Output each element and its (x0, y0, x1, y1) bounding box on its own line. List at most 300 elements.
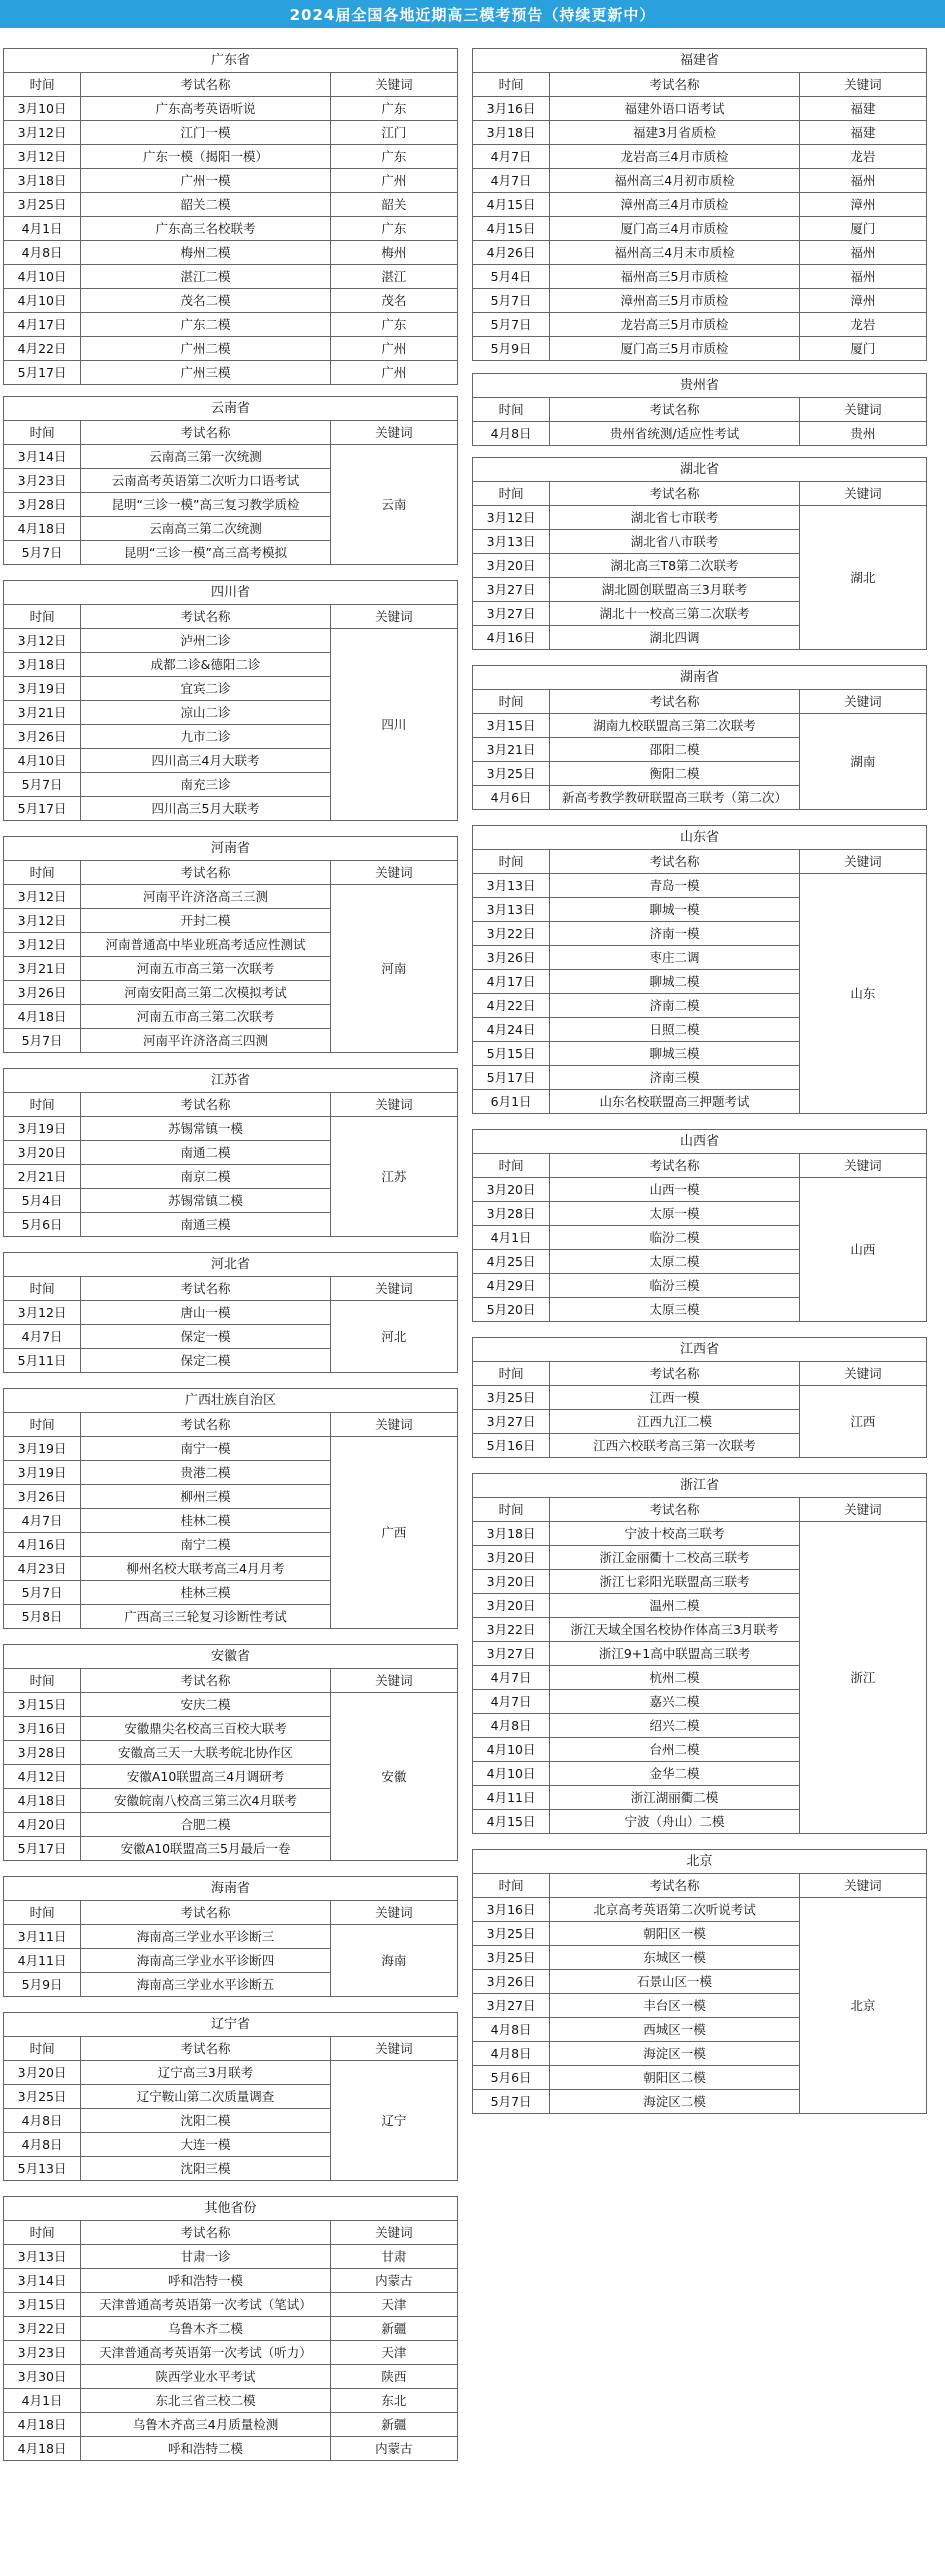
exam-name: 河南平许济洛高三四测 (81, 1029, 331, 1053)
exam-name: 云南高三第二次统测 (81, 517, 331, 541)
exam-name: 临汾三模 (550, 1274, 800, 1298)
province-name: 海南省 (4, 1877, 458, 1901)
exam-name: 浙江七彩阳光联盟高三联考 (550, 1570, 800, 1594)
exam-keyword: 梅州 (330, 241, 457, 265)
province-table (3, 836, 458, 1053)
exam-name: 浙江湖丽衢二模 (550, 1786, 800, 1810)
exam-name: 广西高三三轮复习诊断性考试 (81, 1605, 331, 1629)
header-time: 时间 (473, 398, 550, 422)
province-table (3, 1388, 458, 1629)
exam-keyword: 福州 (799, 265, 926, 289)
table-row (4, 121, 458, 145)
exam-date: 3月27日 (473, 578, 550, 602)
header-name: 考试名称 (81, 421, 331, 445)
exam-date: 3月12日 (4, 121, 81, 145)
exam-keyword: 四川 (330, 629, 457, 821)
exam-keyword: 山东 (799, 874, 926, 1114)
exam-date: 5月17日 (473, 1066, 550, 1090)
table-row (473, 121, 927, 145)
exam-keyword: 湛江 (330, 265, 457, 289)
exam-date: 4月1日 (4, 217, 81, 241)
table-row (4, 2413, 458, 2437)
exam-name: 韶关二模 (81, 193, 331, 217)
table-row (4, 2245, 458, 2269)
exam-name: 温州二模 (550, 1594, 800, 1618)
exam-keyword: 广西 (330, 1437, 457, 1629)
header-name: 考试名称 (550, 1362, 800, 1386)
exam-name: 济南一模 (550, 922, 800, 946)
left-column (3, 48, 458, 2461)
exam-keyword: 江西 (799, 1386, 926, 1458)
exam-name: 福建外语口语考试 (550, 97, 800, 121)
exam-name: 浙江9+1高中联盟高三联考 (550, 1642, 800, 1666)
province-name: 北京 (473, 1850, 927, 1874)
exam-name: 四川高三5月大联考 (81, 797, 331, 821)
exam-keyword: 东北 (330, 2389, 457, 2413)
exam-keyword: 辽宁 (330, 2061, 457, 2181)
exam-date: 4月24日 (473, 1018, 550, 1042)
exam-name: 南通三模 (81, 1213, 331, 1237)
header-name: 考试名称 (550, 1154, 800, 1178)
exam-date: 5月15日 (473, 1042, 550, 1066)
table-row (473, 193, 927, 217)
exam-name: 凉山二诊 (81, 701, 331, 725)
exam-name: 合肥二模 (81, 1813, 331, 1837)
exam-keyword: 广州 (330, 361, 457, 385)
exam-name: 成都二诊&德阳二诊 (81, 653, 331, 677)
exam-name: 山东名校联盟高三押题考试 (550, 1090, 800, 1114)
exam-name: 河南平许济洛高三三测 (81, 885, 331, 909)
province-table (3, 48, 458, 385)
exam-date: 4月11日 (4, 1949, 81, 1973)
header-keyword: 关键词 (799, 1874, 926, 1898)
province-name: 浙江省 (473, 1474, 927, 1498)
table-row (4, 193, 458, 217)
exam-date: 5月16日 (473, 1434, 550, 1458)
exam-keyword: 新疆 (330, 2413, 457, 2437)
exam-date: 5月6日 (473, 2066, 550, 2090)
header-keyword: 关键词 (799, 690, 926, 714)
exam-keyword: 天津 (330, 2341, 457, 2365)
exam-date: 5月9日 (4, 1973, 81, 1997)
exam-date: 4月8日 (4, 2109, 81, 2133)
exam-keyword: 河北 (330, 1301, 457, 1373)
exam-date: 4月7日 (4, 1509, 81, 1533)
exam-keyword: 广东 (330, 217, 457, 241)
table-row (473, 874, 927, 898)
exam-keyword: 福州 (799, 241, 926, 265)
exam-date: 3月13日 (473, 874, 550, 898)
table-row (4, 2389, 458, 2413)
header-keyword: 关键词 (330, 73, 457, 97)
header-name: 考试名称 (81, 1669, 331, 1693)
exam-keyword: 湖北 (799, 506, 926, 650)
exam-name: 枣庄二调 (550, 946, 800, 970)
header-keyword: 关键词 (330, 1093, 457, 1117)
exam-date: 5月6日 (4, 1213, 81, 1237)
exam-name: 河南普通高中毕业班高考适应性测试 (81, 933, 331, 957)
exam-date: 4月16日 (473, 626, 550, 650)
exam-keyword: 天津 (330, 2293, 457, 2317)
table-row (4, 313, 458, 337)
exam-date: 4月23日 (4, 1557, 81, 1581)
exam-date: 3月12日 (473, 506, 550, 530)
exam-name: 沈阳二模 (81, 2109, 331, 2133)
header-time: 时间 (473, 1154, 550, 1178)
exam-date: 4月22日 (473, 994, 550, 1018)
province-table (3, 2012, 458, 2181)
exam-date: 3月23日 (4, 2341, 81, 2365)
exam-name: 湖北十一校高三第二次联考 (550, 602, 800, 626)
exam-name: 南充三诊 (81, 773, 331, 797)
province-name: 贵州省 (473, 374, 927, 398)
table-row (473, 313, 927, 337)
exam-name: 福建3月省质检 (550, 121, 800, 145)
province-table (3, 580, 458, 821)
exam-name: 海淀区二模 (550, 2090, 800, 2114)
exam-name: 南京二模 (81, 1165, 331, 1189)
exam-name: 苏锡常镇一模 (81, 1117, 331, 1141)
province-table (472, 1849, 927, 2114)
exam-name: 云南高三第一次统测 (81, 445, 331, 469)
exam-keyword: 河南 (330, 885, 457, 1053)
exam-name: 安徽皖南八校高三第三次4月联考 (81, 1789, 331, 1813)
exam-date: 3月10日 (4, 97, 81, 121)
exam-name: 广东高三名校联考 (81, 217, 331, 241)
header-time: 时间 (4, 421, 81, 445)
table-row (473, 169, 927, 193)
province-name: 云南省 (4, 397, 458, 421)
header-time: 时间 (4, 1093, 81, 1117)
table-row (473, 217, 927, 241)
exam-name: 太原一模 (550, 1202, 800, 1226)
exam-keyword: 福州 (799, 169, 926, 193)
exam-date: 4月10日 (473, 1738, 550, 1762)
exam-date: 3月27日 (473, 1410, 550, 1434)
exam-date: 3月22日 (473, 1618, 550, 1642)
exam-name: 青岛一模 (550, 874, 800, 898)
exam-date: 3月16日 (4, 1717, 81, 1741)
table-row (4, 265, 458, 289)
header-time: 时间 (473, 482, 550, 506)
table-row (4, 217, 458, 241)
exam-date: 3月12日 (4, 909, 81, 933)
exam-name: 广东一模（揭阳一模） (81, 145, 331, 169)
table-row (4, 445, 458, 469)
exam-date: 5月7日 (4, 773, 81, 797)
exam-keyword: 茂名 (330, 289, 457, 313)
exam-name: 开封二模 (81, 909, 331, 933)
table-row (4, 2293, 458, 2317)
exam-name: 福州高三5月市质检 (550, 265, 800, 289)
exam-keyword: 陕西 (330, 2365, 457, 2389)
exam-date: 4月6日 (473, 786, 550, 810)
province-name: 广东省 (4, 49, 458, 73)
exam-date: 3月20日 (473, 1178, 550, 1202)
exam-date: 4月7日 (473, 145, 550, 169)
table-row (4, 145, 458, 169)
header-keyword: 关键词 (799, 850, 926, 874)
exam-date: 4月10日 (4, 749, 81, 773)
exam-name: 南通二模 (81, 1141, 331, 1165)
exam-date: 3月28日 (473, 1202, 550, 1226)
exam-keyword: 厦门 (799, 217, 926, 241)
province-name: 江苏省 (4, 1069, 458, 1093)
province-name: 河北省 (4, 1253, 458, 1277)
exam-date: 3月15日 (473, 714, 550, 738)
exam-name: 湛江二模 (81, 265, 331, 289)
exam-date: 3月13日 (473, 530, 550, 554)
exam-date: 3月15日 (4, 1693, 81, 1717)
exam-date: 5月9日 (473, 337, 550, 361)
exam-name: 金华二模 (550, 1762, 800, 1786)
table-row (4, 2061, 458, 2085)
exam-date: 4月18日 (4, 1789, 81, 1813)
exam-name: 西城区一模 (550, 2018, 800, 2042)
header-keyword: 关键词 (330, 421, 457, 445)
exam-name: 湖北四调 (550, 626, 800, 650)
exam-date: 4月8日 (4, 241, 81, 265)
province-name: 安徽省 (4, 1645, 458, 1669)
header-time: 时间 (4, 73, 81, 97)
exam-name: 石景山区一模 (550, 1970, 800, 1994)
exam-date: 3月25日 (4, 193, 81, 217)
exam-keyword: 龙岩 (799, 313, 926, 337)
exam-date: 5月4日 (4, 1189, 81, 1213)
exam-name: 昆明“三诊一模”高三高考模拟 (81, 541, 331, 565)
exam-name: 安徽A10联盟高三4月调研考 (81, 1765, 331, 1789)
table-row (473, 145, 927, 169)
exam-date: 4月10日 (4, 289, 81, 313)
exam-name: 陕西学业水平考试 (81, 2365, 331, 2389)
table-row (473, 97, 927, 121)
exam-date: 2月21日 (4, 1165, 81, 1189)
exam-date: 3月26日 (4, 725, 81, 749)
exam-name: 安徽鼎尖名校高三百校大联考 (81, 1717, 331, 1741)
exam-name: 海南高三学业水平诊断五 (81, 1973, 331, 1997)
exam-date: 3月22日 (473, 922, 550, 946)
exam-date: 4月1日 (473, 1226, 550, 1250)
header-keyword: 关键词 (330, 605, 457, 629)
exam-keyword: 福建 (799, 121, 926, 145)
header-name: 考试名称 (550, 1874, 800, 1898)
exam-date: 4月22日 (4, 337, 81, 361)
exam-date: 3月19日 (4, 1461, 81, 1485)
exam-date: 3月20日 (473, 1594, 550, 1618)
exam-keyword: 厦门 (799, 337, 926, 361)
exam-date: 5月7日 (4, 1581, 81, 1605)
table-row (473, 289, 927, 313)
table-row (4, 1693, 458, 1717)
exam-date: 3月18日 (473, 121, 550, 145)
header-name: 考试名称 (550, 398, 800, 422)
province-table (472, 48, 927, 361)
exam-keyword: 新疆 (330, 2317, 457, 2341)
exam-keyword: 云南 (330, 445, 457, 565)
province-table (472, 1473, 927, 1834)
exam-keyword: 海南 (330, 1925, 457, 1997)
exam-date: 5月4日 (473, 265, 550, 289)
exam-name: 天津普通高考英语第一次考试（笔试） (81, 2293, 331, 2317)
exam-name: 辽宁高三3月联考 (81, 2061, 331, 2085)
exam-date: 5月20日 (473, 1298, 550, 1322)
exam-name: 聊城二模 (550, 970, 800, 994)
province-name: 湖北省 (473, 458, 927, 482)
header-time: 时间 (4, 2221, 81, 2245)
exam-name: 安徽A10联盟高三5月最后一卷 (81, 1837, 331, 1861)
exam-name: 龙岩高三5月市质检 (550, 313, 800, 337)
exam-date: 3月19日 (4, 1117, 81, 1141)
exam-name: 九市二诊 (81, 725, 331, 749)
exam-name: 福州高三4月末市质检 (550, 241, 800, 265)
exam-date: 4月8日 (4, 2133, 81, 2157)
exam-name: 江西一模 (550, 1386, 800, 1410)
exam-name: 江西六校联考高三第一次联考 (550, 1434, 800, 1458)
province-table (472, 373, 927, 446)
exam-name: 宁波十校高三联考 (550, 1522, 800, 1546)
page-title: 2024届全国各地近期高三模考预告（持续更新中） (0, 0, 945, 28)
exam-name: 大连一模 (81, 2133, 331, 2157)
exam-date: 5月7日 (473, 313, 550, 337)
exam-name: 太原三模 (550, 1298, 800, 1322)
header-time: 时间 (473, 690, 550, 714)
exam-name: 厦门高三4月市质检 (550, 217, 800, 241)
table-row (4, 2341, 458, 2365)
exam-date: 3月25日 (4, 2085, 81, 2109)
table-row (4, 1117, 458, 1141)
exam-date: 4月15日 (473, 217, 550, 241)
exam-date: 5月17日 (4, 797, 81, 821)
exam-name: 绍兴二模 (550, 1714, 800, 1738)
exam-name: 四川高三4月大联考 (81, 749, 331, 773)
province-table (3, 2196, 458, 2461)
exam-keyword: 漳州 (799, 289, 926, 313)
exam-name: 山西一模 (550, 1178, 800, 1202)
exam-name: 沈阳三模 (81, 2157, 331, 2181)
exam-keyword: 广州 (330, 169, 457, 193)
exam-date: 4月15日 (473, 193, 550, 217)
exam-date: 4月7日 (473, 1690, 550, 1714)
exam-date: 3月13日 (4, 2245, 81, 2269)
exam-date: 4月8日 (473, 1714, 550, 1738)
exam-keyword: 广东 (330, 97, 457, 121)
province-name: 山西省 (473, 1130, 927, 1154)
header-name: 考试名称 (550, 690, 800, 714)
header-keyword: 关键词 (799, 482, 926, 506)
exam-name: 唐山一模 (81, 1301, 331, 1325)
province-table (472, 665, 927, 810)
exam-date: 3月26日 (4, 1485, 81, 1509)
province-name: 山东省 (473, 826, 927, 850)
exam-date: 5月11日 (4, 1349, 81, 1373)
table-row (4, 2437, 458, 2461)
exam-date: 4月29日 (473, 1274, 550, 1298)
header-time: 时间 (4, 1901, 81, 1925)
exam-date: 3月30日 (4, 2365, 81, 2389)
province-name: 河南省 (4, 837, 458, 861)
header-time: 时间 (473, 1498, 550, 1522)
table-row (473, 1898, 927, 1922)
table-row (4, 1925, 458, 1949)
exam-keyword: 北京 (799, 1898, 926, 2114)
exam-date: 4月20日 (4, 1813, 81, 1837)
exam-name: 湖北省七市联考 (550, 506, 800, 530)
exam-date: 4月10日 (473, 1762, 550, 1786)
table-row (473, 1522, 927, 1546)
exam-date: 3月16日 (473, 1898, 550, 1922)
exam-date: 3月21日 (4, 957, 81, 981)
header-time: 时间 (4, 1669, 81, 1693)
exam-date: 3月18日 (4, 169, 81, 193)
province-name: 湖南省 (473, 666, 927, 690)
exam-date: 4月18日 (4, 2437, 81, 2461)
header-keyword: 关键词 (330, 1901, 457, 1925)
exam-date: 3月22日 (4, 2317, 81, 2341)
header-time: 时间 (473, 1362, 550, 1386)
exam-name: 河南安阳高三第二次模拟考试 (81, 981, 331, 1005)
exam-date: 3月18日 (4, 653, 81, 677)
exam-name: 呼和浩特一模 (81, 2269, 331, 2293)
header-name: 考试名称 (81, 2037, 331, 2061)
exam-keyword: 漳州 (799, 193, 926, 217)
province-name: 江西省 (473, 1338, 927, 1362)
exam-name: 海南高三学业水平诊断四 (81, 1949, 331, 1973)
exam-name: 泸州二诊 (81, 629, 331, 653)
table-row (4, 2317, 458, 2341)
exam-name: 柳州三模 (81, 1485, 331, 1509)
exam-name: 广东高考英语听说 (81, 97, 331, 121)
exam-date: 4月7日 (473, 169, 550, 193)
header-keyword: 关键词 (799, 398, 926, 422)
exam-date: 4月10日 (4, 265, 81, 289)
exam-date: 4月8日 (473, 422, 550, 446)
exam-keyword: 广东 (330, 145, 457, 169)
province-name: 辽宁省 (4, 2013, 458, 2037)
exam-date: 3月12日 (4, 145, 81, 169)
province-table (472, 1337, 927, 1458)
province-name: 四川省 (4, 581, 458, 605)
header-name: 考试名称 (81, 1413, 331, 1437)
header-time: 时间 (4, 605, 81, 629)
province-table (3, 1252, 458, 1373)
table-row (4, 1301, 458, 1325)
header-time: 时间 (4, 1413, 81, 1437)
table-row (473, 1386, 927, 1410)
exam-date: 3月19日 (4, 1437, 81, 1461)
right-column (472, 48, 927, 2114)
province-table (472, 825, 927, 1114)
exam-name: 嘉兴二模 (550, 1690, 800, 1714)
exam-date: 3月28日 (4, 493, 81, 517)
exam-name: 呼和浩特二模 (81, 2437, 331, 2461)
exam-date: 4月15日 (473, 1810, 550, 1834)
exam-name: 朝阳区一模 (550, 1922, 800, 1946)
exam-name: 漳州高三4月市质检 (550, 193, 800, 217)
exam-name: 浙江天域全国名校协作体高三3月联考 (550, 1618, 800, 1642)
exam-name: 济南二模 (550, 994, 800, 1018)
table-row (473, 714, 927, 738)
exam-name: 桂林二模 (81, 1509, 331, 1533)
header-name: 考试名称 (550, 482, 800, 506)
province-name: 广西壮族自治区 (4, 1389, 458, 1413)
exam-date: 3月26日 (473, 946, 550, 970)
header-keyword: 关键词 (330, 2037, 457, 2061)
exam-date: 3月20日 (473, 1570, 550, 1594)
exam-date: 3月27日 (473, 1994, 550, 2018)
exam-date: 5月7日 (4, 1029, 81, 1053)
exam-date: 3月14日 (4, 2269, 81, 2293)
exam-date: 3月20日 (4, 2061, 81, 2085)
